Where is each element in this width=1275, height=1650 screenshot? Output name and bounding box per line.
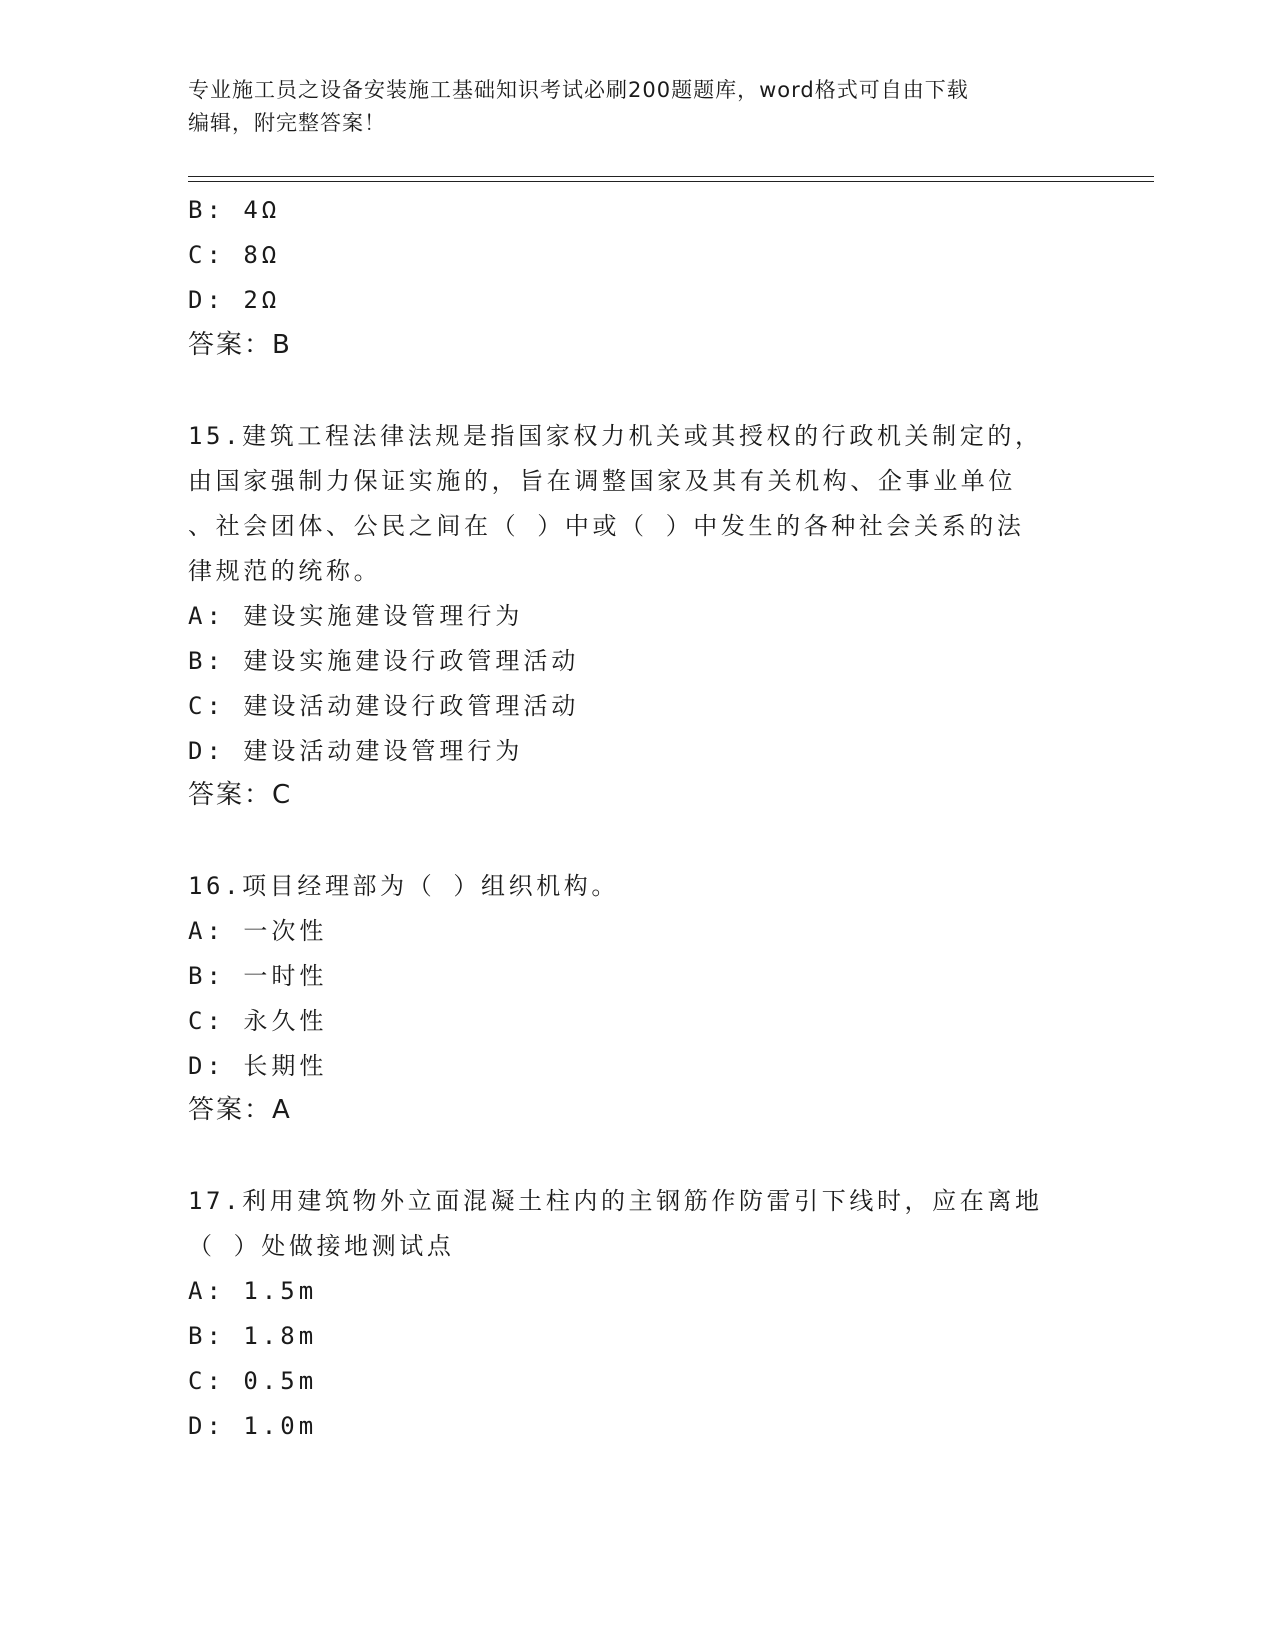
page-header	[188, 74, 1068, 140]
q15-text-line-3: 、社会团体、公民之间在（ ）中或（ ）中发生的各种社会关系的法	[188, 512, 1025, 540]
q14-answer: 答案：B	[188, 330, 292, 360]
q14-option-b: B: 4Ω	[188, 196, 281, 224]
q17-text-line-2: （ ）处做接地测试点	[188, 1232, 455, 1260]
q15-text-line-4: 律规范的统称。	[188, 557, 382, 585]
header-title-line-1: 专业施工员之设备安装施工基础知识考试必刷200题题库，word格式可自由下载	[188, 78, 969, 102]
q16-option-b: B: 一时性	[188, 962, 328, 990]
q16-option-a: A: 一次性	[188, 917, 328, 945]
header-rule-bottom	[188, 181, 1154, 182]
header-title-line-2: 编辑，附完整答案！	[188, 111, 386, 135]
q15-text-line-2: 由国家强制力保证实施的，旨在调整国家及其有关机构、企事业单位	[188, 467, 1016, 495]
q15-option-b: B: 建设实施建设行政管理活动	[188, 647, 580, 675]
q17-text-line-1: 17.利用建筑物外立面混凝土柱内的主钢筋作防雷引下线时，应在离地	[188, 1187, 1043, 1215]
q17-option-a: A: 1.5m	[188, 1277, 318, 1305]
q17-option-d: D: 1.0m	[188, 1412, 318, 1440]
q16-text-line-1: 16.项目经理部为（ ）组织机构。	[188, 872, 619, 900]
q16-option-c: C: 永久性	[188, 1007, 328, 1035]
q17-option-c: C: 0.5m	[188, 1367, 318, 1395]
q16-option-d: D: 长期性	[188, 1052, 328, 1080]
q15-answer: 答案：C	[188, 780, 293, 810]
q15-option-c: C: 建设活动建设行政管理活动	[188, 692, 580, 720]
q14-option-c: C: 8Ω	[188, 241, 281, 269]
header-rule-top	[188, 176, 1154, 177]
q17-option-b: B: 1.8m	[188, 1322, 318, 1350]
q14-option-d: D: 2Ω	[188, 286, 281, 314]
q15-text-line-1: 15.建筑工程法律法规是指国家权力机关或其授权的行政机关制定的，	[188, 422, 1043, 450]
q15-option-d: D: 建设活动建设管理行为	[188, 737, 524, 765]
q15-option-a: A: 建设实施建设管理行为	[188, 602, 524, 630]
q16-answer: 答案：A	[188, 1095, 292, 1125]
